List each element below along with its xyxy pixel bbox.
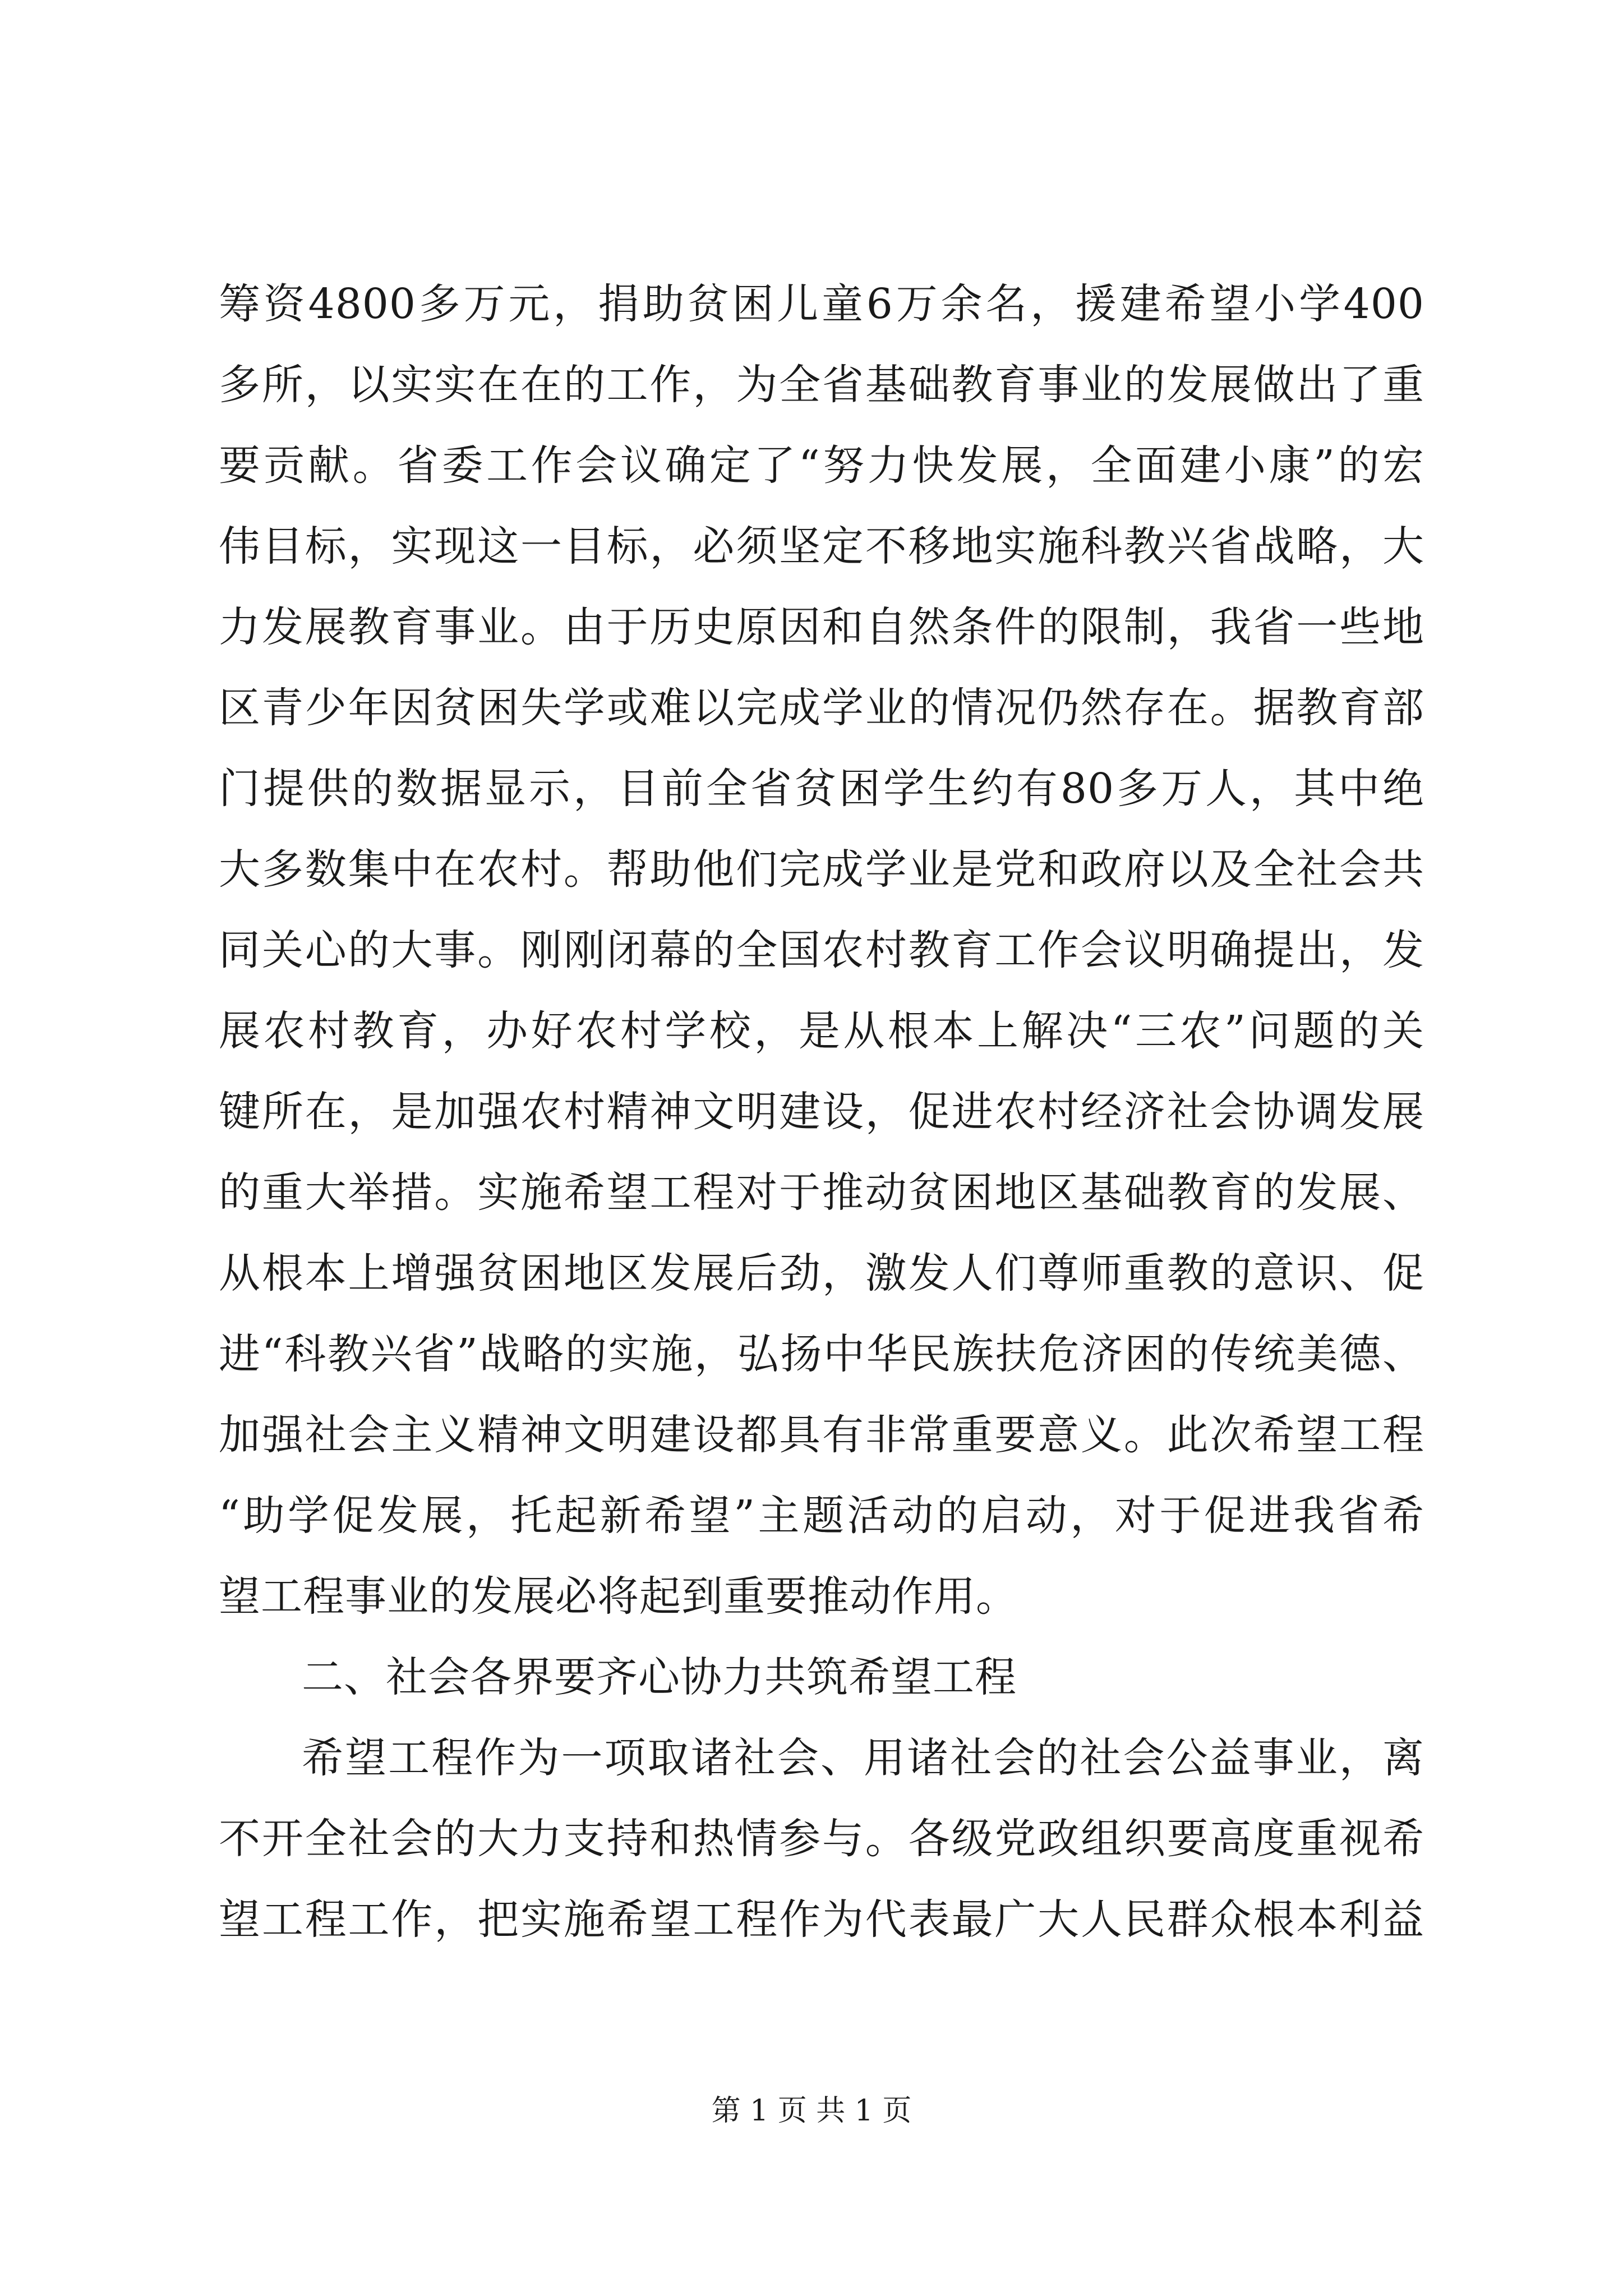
text-line: 望工程事业的发展必将起到重要推动作用。 bbox=[219, 1572, 1018, 1621]
text-line: 展农村教育，办好农村学校，是从根本上解决“三农”问题的关 bbox=[219, 1007, 1424, 1055]
text-line: 多所，以实实在在的工作，为全省基础教育事业的发展做出了重 bbox=[219, 361, 1424, 409]
text-line: 要贡献。省委工作会议确定了“努力快发展，全面建小康”的宏 bbox=[219, 441, 1424, 490]
text-line: “助学促发展，托起新希望”主题活动的启动，对于促进我省希 bbox=[219, 1492, 1424, 1540]
text-line: 望工程工作，把实施希望工程作为代表最广大人民群众根本利益 bbox=[219, 1895, 1424, 1944]
text-line: 键所在，是加强农村精神文明建设，促进农村经济社会协调发展 bbox=[219, 1088, 1424, 1136]
text-line: 伟目标，实现这一目标，必须坚定不移地实施科教兴省战略，大 bbox=[219, 522, 1424, 570]
section-heading: 二、社会各界要齐心协力共筑希望工程 bbox=[302, 1653, 1017, 1701]
text-line: 同关心的大事。刚刚闭幕的全国农村教育工作会议明确提出，发 bbox=[219, 926, 1424, 974]
text-line: 进“科教兴省”战略的实施，弘扬中华民族扶危济困的传统美德、 bbox=[219, 1330, 1424, 1378]
text-line: 从根本上增强贫困地区发展后劲，激发人们尊师重教的意识、促 bbox=[219, 1249, 1424, 1297]
text-line: 大多数集中在农村。帮助他们完成学业是党和政府以及全社会共 bbox=[219, 845, 1424, 894]
text-line: 区青少年因贫困失学或难以完成学业的情况仍然存在。据教育部 bbox=[219, 684, 1424, 732]
body-text bbox=[219, 264, 1424, 1960]
text-line: 的重大举措。实施希望工程对于推动贫困地区基础教育的发展、 bbox=[219, 1168, 1424, 1217]
text-line: 不开全社会的大力支持和热情参与。各级党政组织要高度重视希 bbox=[219, 1815, 1424, 1863]
text-line: 力发展教育事业。由于历史原因和自然条件的限制，我省一些地 bbox=[219, 603, 1424, 651]
text-line: 加强社会主义精神文明建设都具有非常重要意义。此次希望工程 bbox=[219, 1411, 1424, 1459]
text-line: 希望工程作为一项取诸社会、用诸社会的社会公益事业，离 bbox=[302, 1734, 1424, 1782]
text-line: 门提供的数据显示，目前全省贫困学生约有80多万人，其中绝 bbox=[219, 765, 1424, 813]
text-line: 筹资4800多万元，捐助贫困儿童6万余名，援建希望小学400 bbox=[219, 280, 1424, 328]
page-footer: 第 1 页 共 1 页 bbox=[711, 2094, 912, 2128]
